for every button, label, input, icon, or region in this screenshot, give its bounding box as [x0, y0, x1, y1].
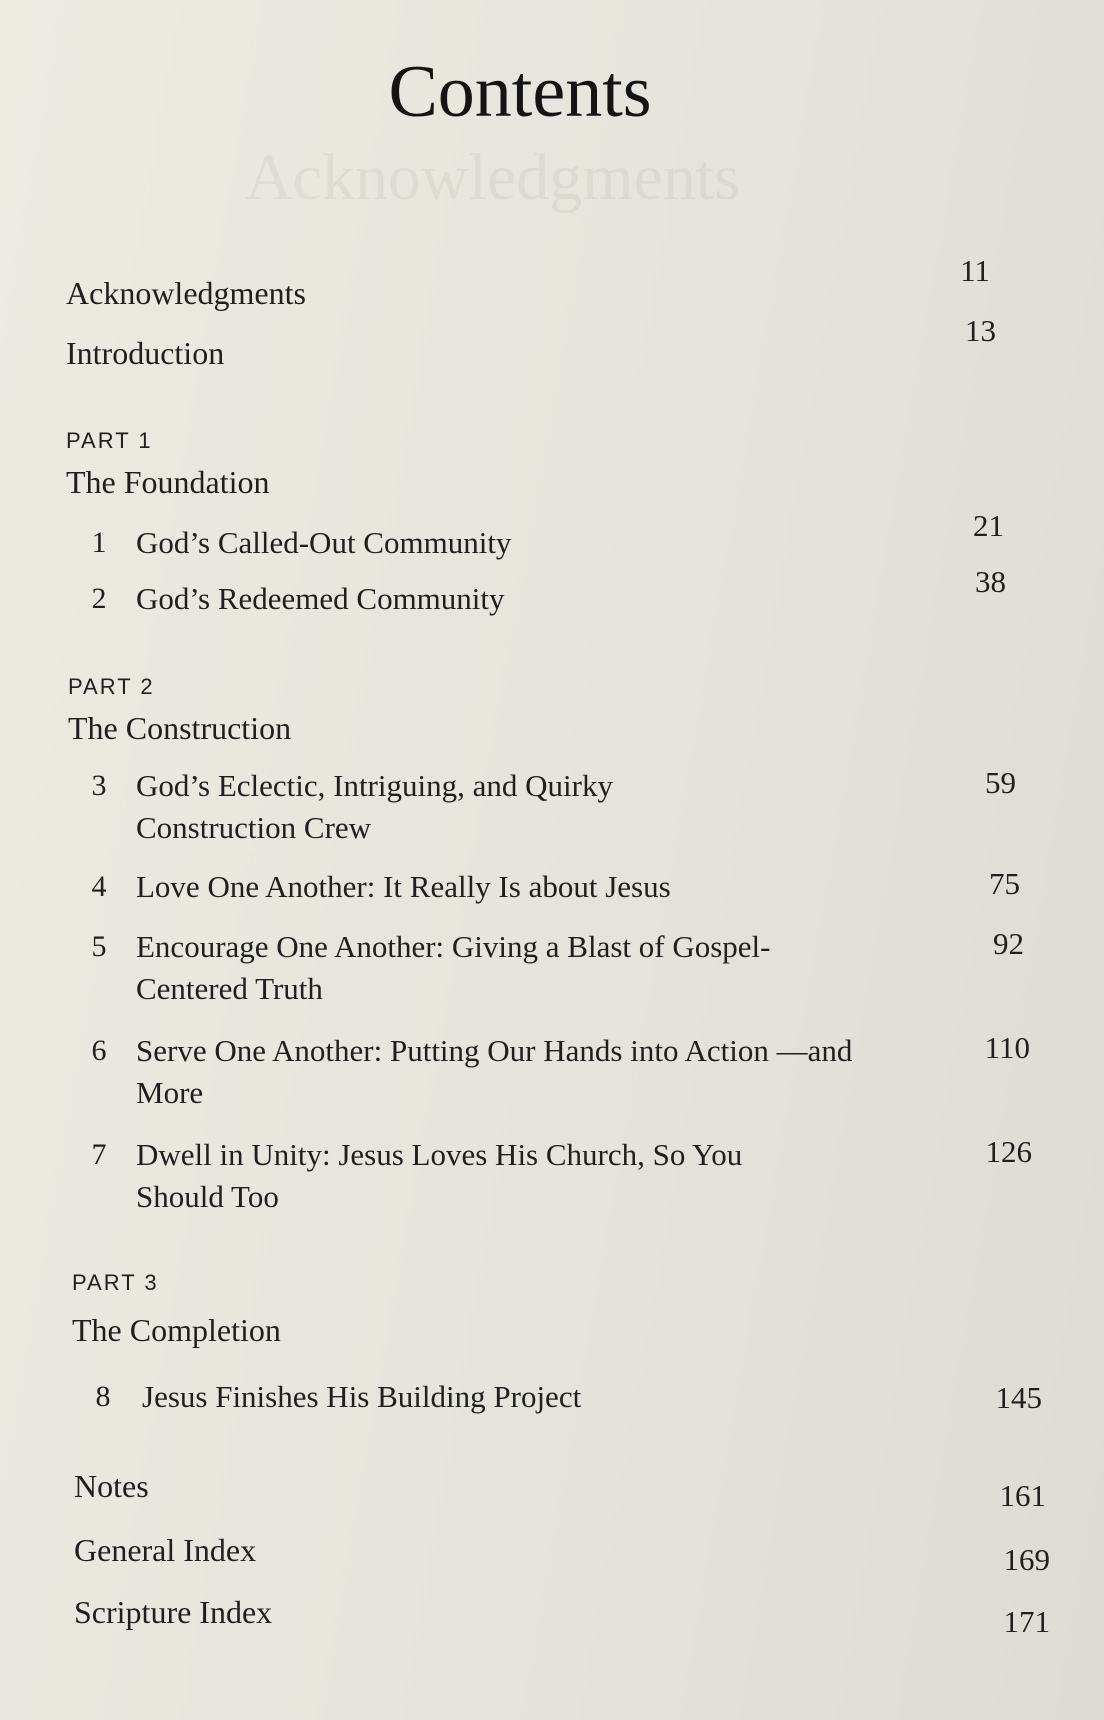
part-3-label: PART 3 — [72, 1270, 159, 1295]
chapter-title: God’s Redeemed Community — [136, 581, 505, 616]
chapter-title: God’s Eclectic, Intriguing, and Quirky Construction Crew — [136, 768, 613, 845]
chapter-page: 126 — [985, 1134, 1032, 1169]
chapter-title: Jesus Finishes His Building Project — [142, 1379, 582, 1414]
chapter-number: 7 — [91, 1138, 107, 1171]
entry-page: 169 — [1003, 1542, 1050, 1577]
chapter-title: Dwell in Unity: Jesus Loves His Church, So You Should Too — [136, 1137, 743, 1214]
chapter-number: 3 — [91, 769, 107, 802]
part-2-label: PART 2 — [68, 674, 155, 699]
part-3-title: The Completion — [72, 1312, 281, 1348]
entry-label: General Index — [74, 1532, 257, 1568]
part-2-title: The Construction — [68, 710, 292, 746]
chapter-number: 8 — [95, 1380, 111, 1413]
chapter-title: Love One Another: It Really Is about Jesus — [136, 869, 671, 904]
entry-page: 171 — [1003, 1604, 1050, 1639]
entry-label: Introduction — [66, 335, 225, 371]
page-title: Contents — [388, 51, 652, 133]
chapter-number: 2 — [91, 582, 107, 615]
chapter-number: 4 — [91, 870, 107, 903]
chapter-page: 38 — [975, 564, 1006, 599]
entry-label: Acknowledgments — [66, 275, 306, 311]
chapter-page: 21 — [973, 508, 1004, 543]
bleed-through-text: Acknowledgments — [245, 141, 740, 214]
entry-page: 13 — [965, 313, 996, 348]
chapter-number: 1 — [91, 526, 107, 559]
entry-label: Notes — [74, 1468, 149, 1504]
chapter-title: Encourage One Another: Giving a Blast of Gospel-Centered Truth — [136, 929, 771, 1006]
chapter-page: 110 — [984, 1030, 1030, 1065]
chapter-title: Serve One Another: Putting Our Hands into Action —and More — [136, 1033, 853, 1110]
chapter-page: 75 — [989, 866, 1020, 901]
chapter-number: 6 — [91, 1034, 107, 1067]
chapter-number: 5 — [91, 930, 107, 963]
chapter-page: 92 — [993, 926, 1024, 961]
entry-page: 11 — [960, 253, 990, 288]
chapter-page: 59 — [985, 765, 1016, 800]
part-1-title: The Foundation — [66, 464, 270, 500]
chapter-page: 145 — [995, 1380, 1042, 1415]
part-1-label: PART 1 — [66, 428, 153, 453]
entry-label: Scripture Index — [74, 1594, 273, 1630]
chapter-title: God’s Called-Out Community — [136, 525, 512, 560]
entry-page: 161 — [999, 1478, 1046, 1513]
